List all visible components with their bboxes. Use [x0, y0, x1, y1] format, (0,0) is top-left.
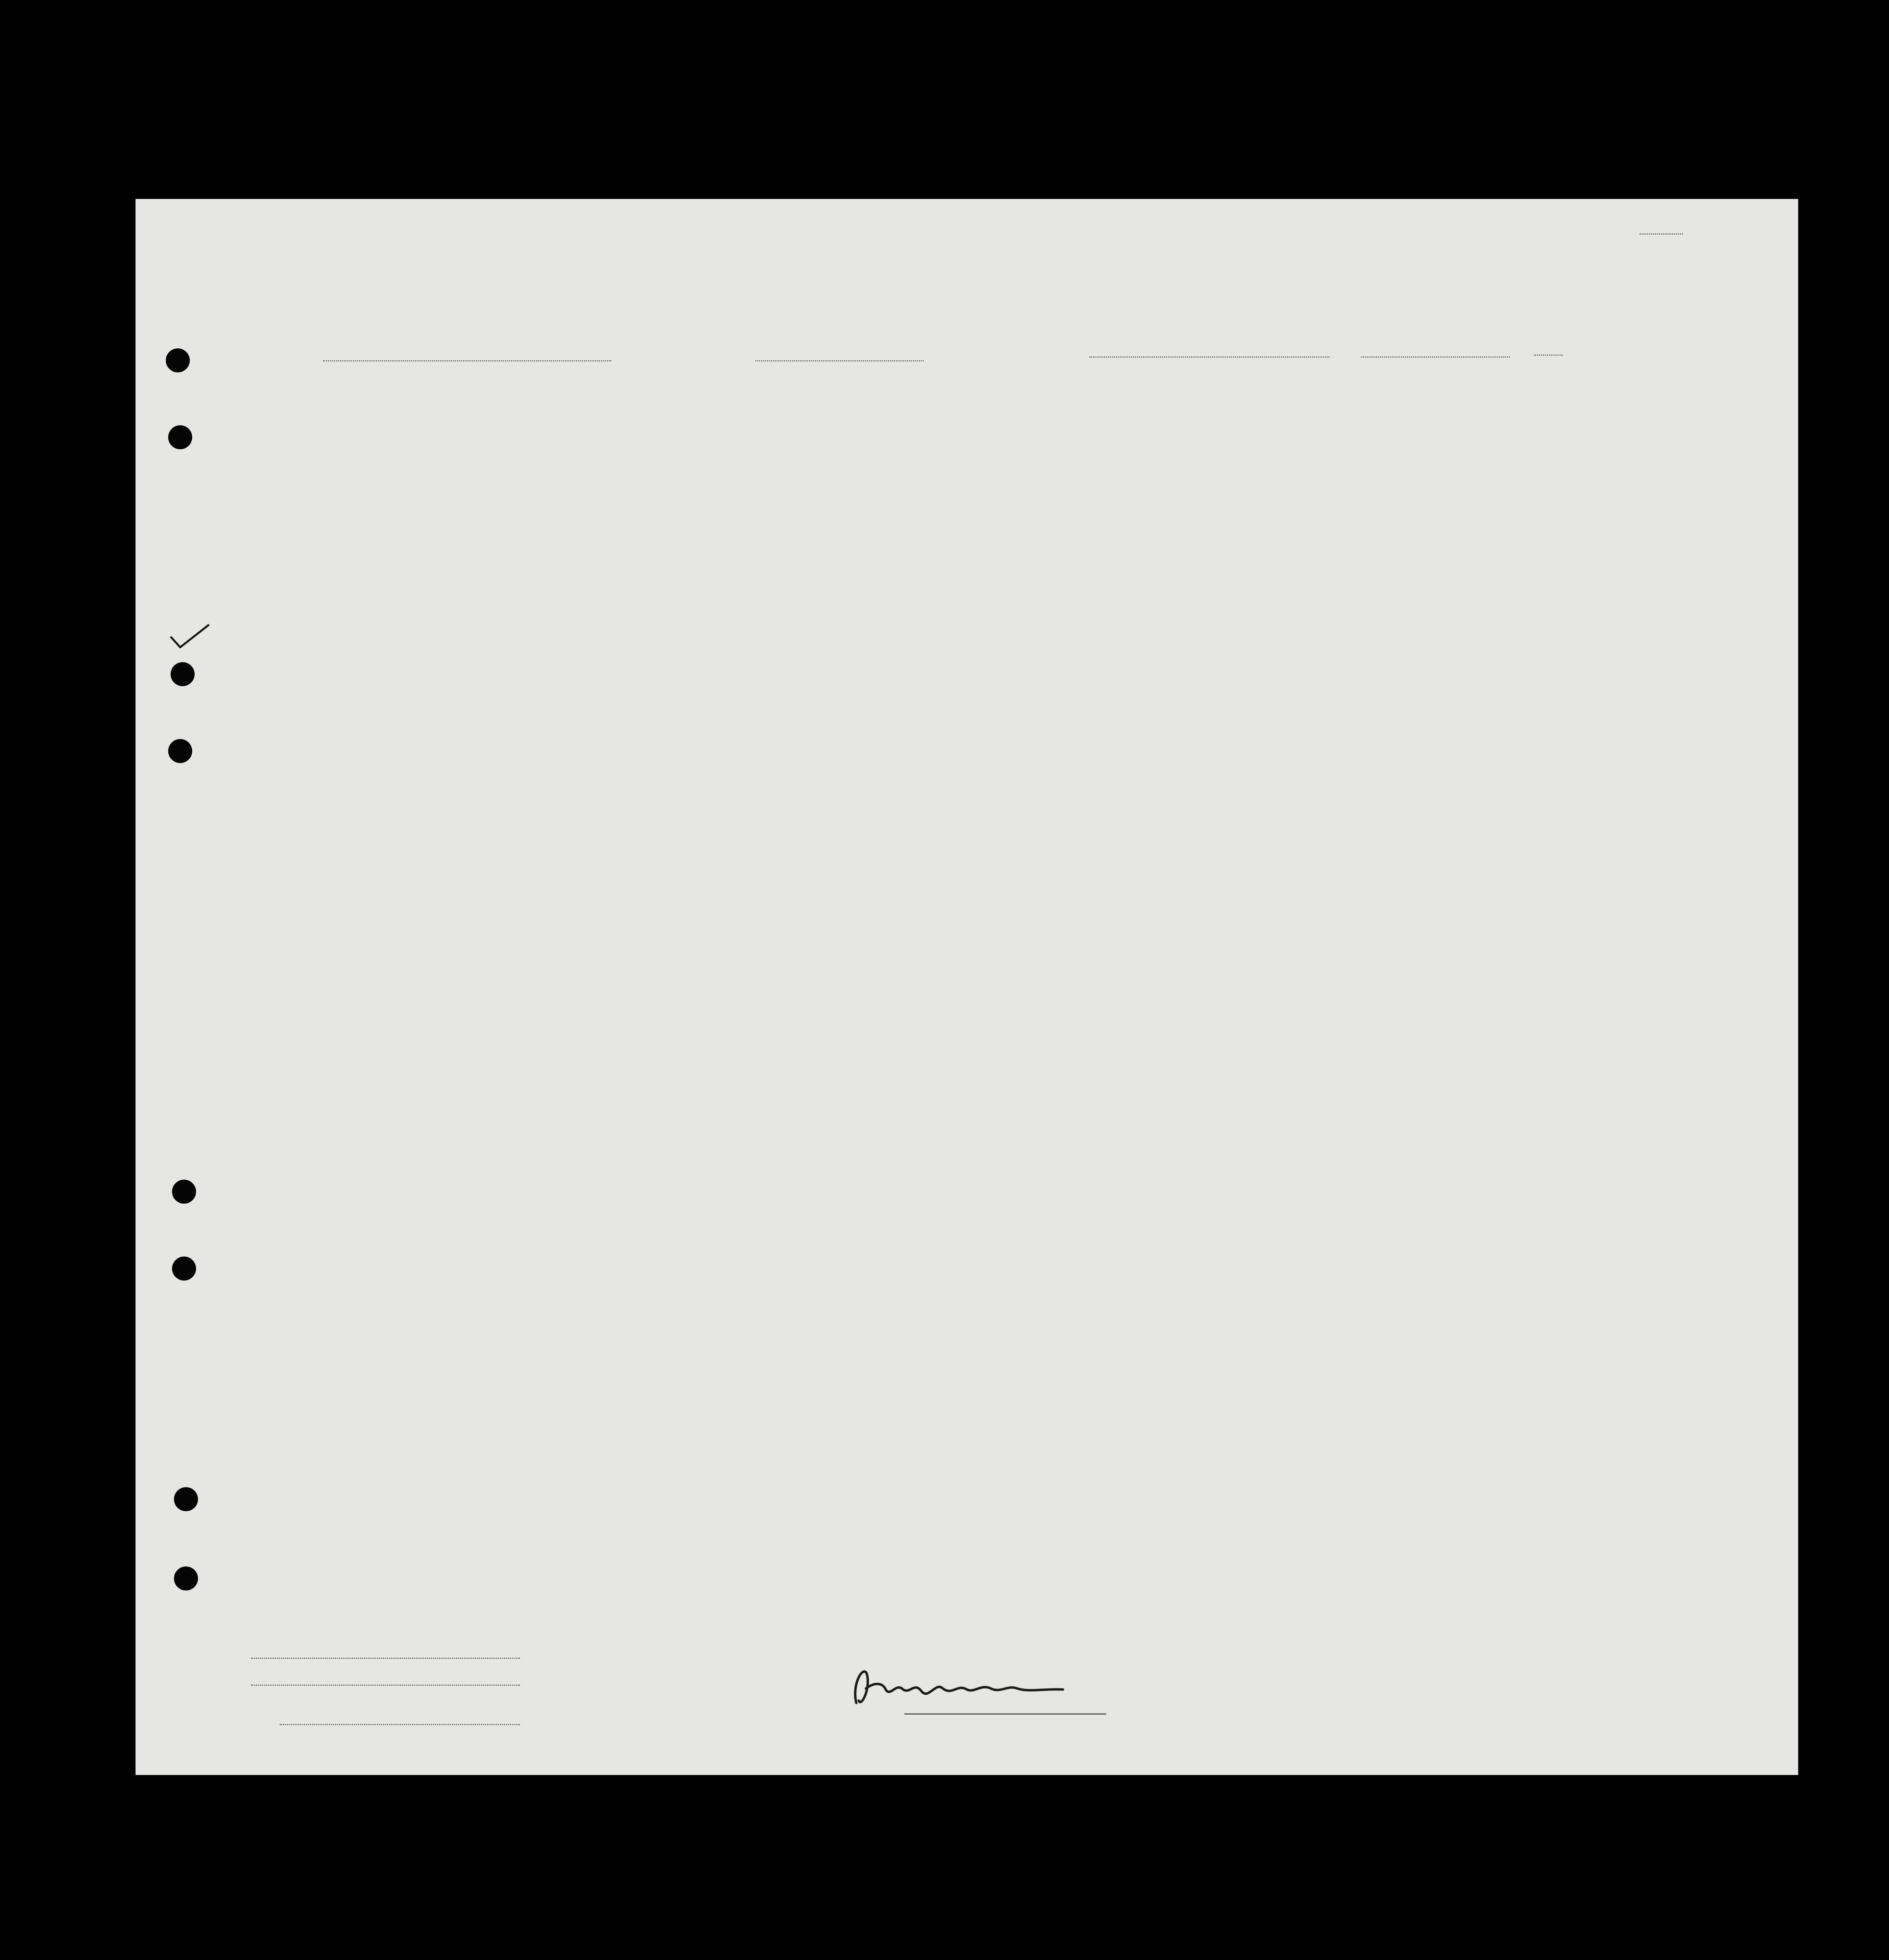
- punch-hole: [174, 1487, 198, 1511]
- manifest-sheet: [136, 199, 1798, 1775]
- inspector-signature-line: [904, 1713, 1106, 1714]
- punch-hole: [172, 1180, 196, 1204]
- table-grid: [136, 199, 1798, 1775]
- check-mark-icon: [168, 622, 211, 651]
- line-value: [251, 1658, 520, 1659]
- punch-hole: [172, 1257, 196, 1281]
- punch-hole: [166, 348, 190, 372]
- local-agents-line: [280, 1724, 520, 1725]
- punch-hole: [174, 1566, 198, 1590]
- punch-hole: [171, 662, 195, 686]
- punch-hole: [168, 425, 192, 449]
- punch-hole: [168, 739, 192, 763]
- owners-value: [251, 1685, 520, 1686]
- inspector-signature: [837, 1655, 1106, 1717]
